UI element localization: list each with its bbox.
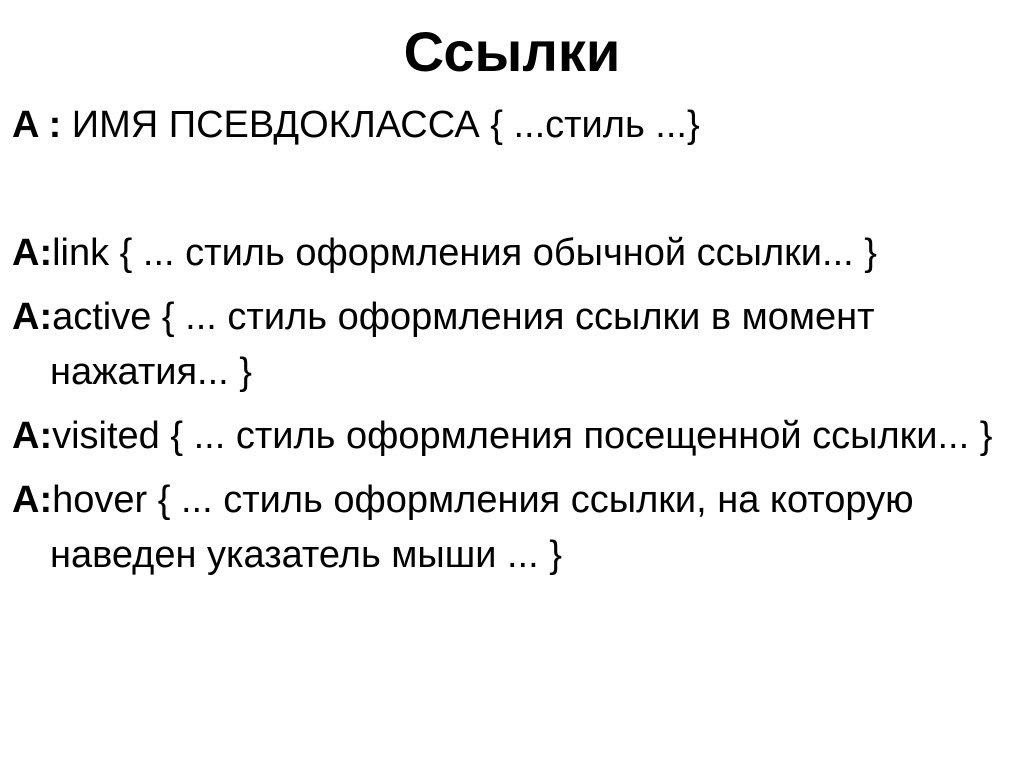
- syntax-line: [12, 96, 1012, 154]
- rule-hover: [12, 473, 1012, 583]
- rule-active: [12, 290, 1012, 400]
- syntax-selector: A :: [12, 104, 62, 146]
- rule-selector: A:: [12, 415, 53, 457]
- rule-selector: A:: [12, 232, 53, 274]
- rule-selector: A:: [12, 296, 53, 338]
- rule-text: active { ... стиль оформления ссылки в момент нажатия... }: [50, 296, 875, 393]
- rule-text: link { ... стиль оформления обычной ссылки... }: [52, 232, 877, 274]
- rule-selector: A:: [12, 479, 53, 521]
- pseudo-class-list: [12, 226, 1012, 592]
- rule-text: visited { ... стиль оформления посещенной ссылки... }: [52, 415, 993, 457]
- page-title: Ссылки: [403, 20, 621, 83]
- rule-text: hover { ... стиль оформления ссылки, на которую наведен указатель мыши ... }: [50, 479, 914, 576]
- syntax-text: ИМЯ ПСЕВДОКЛАССА { ...стиль ...}: [61, 104, 700, 146]
- rule-visited: [12, 409, 1012, 464]
- rule-link: [12, 226, 1012, 281]
